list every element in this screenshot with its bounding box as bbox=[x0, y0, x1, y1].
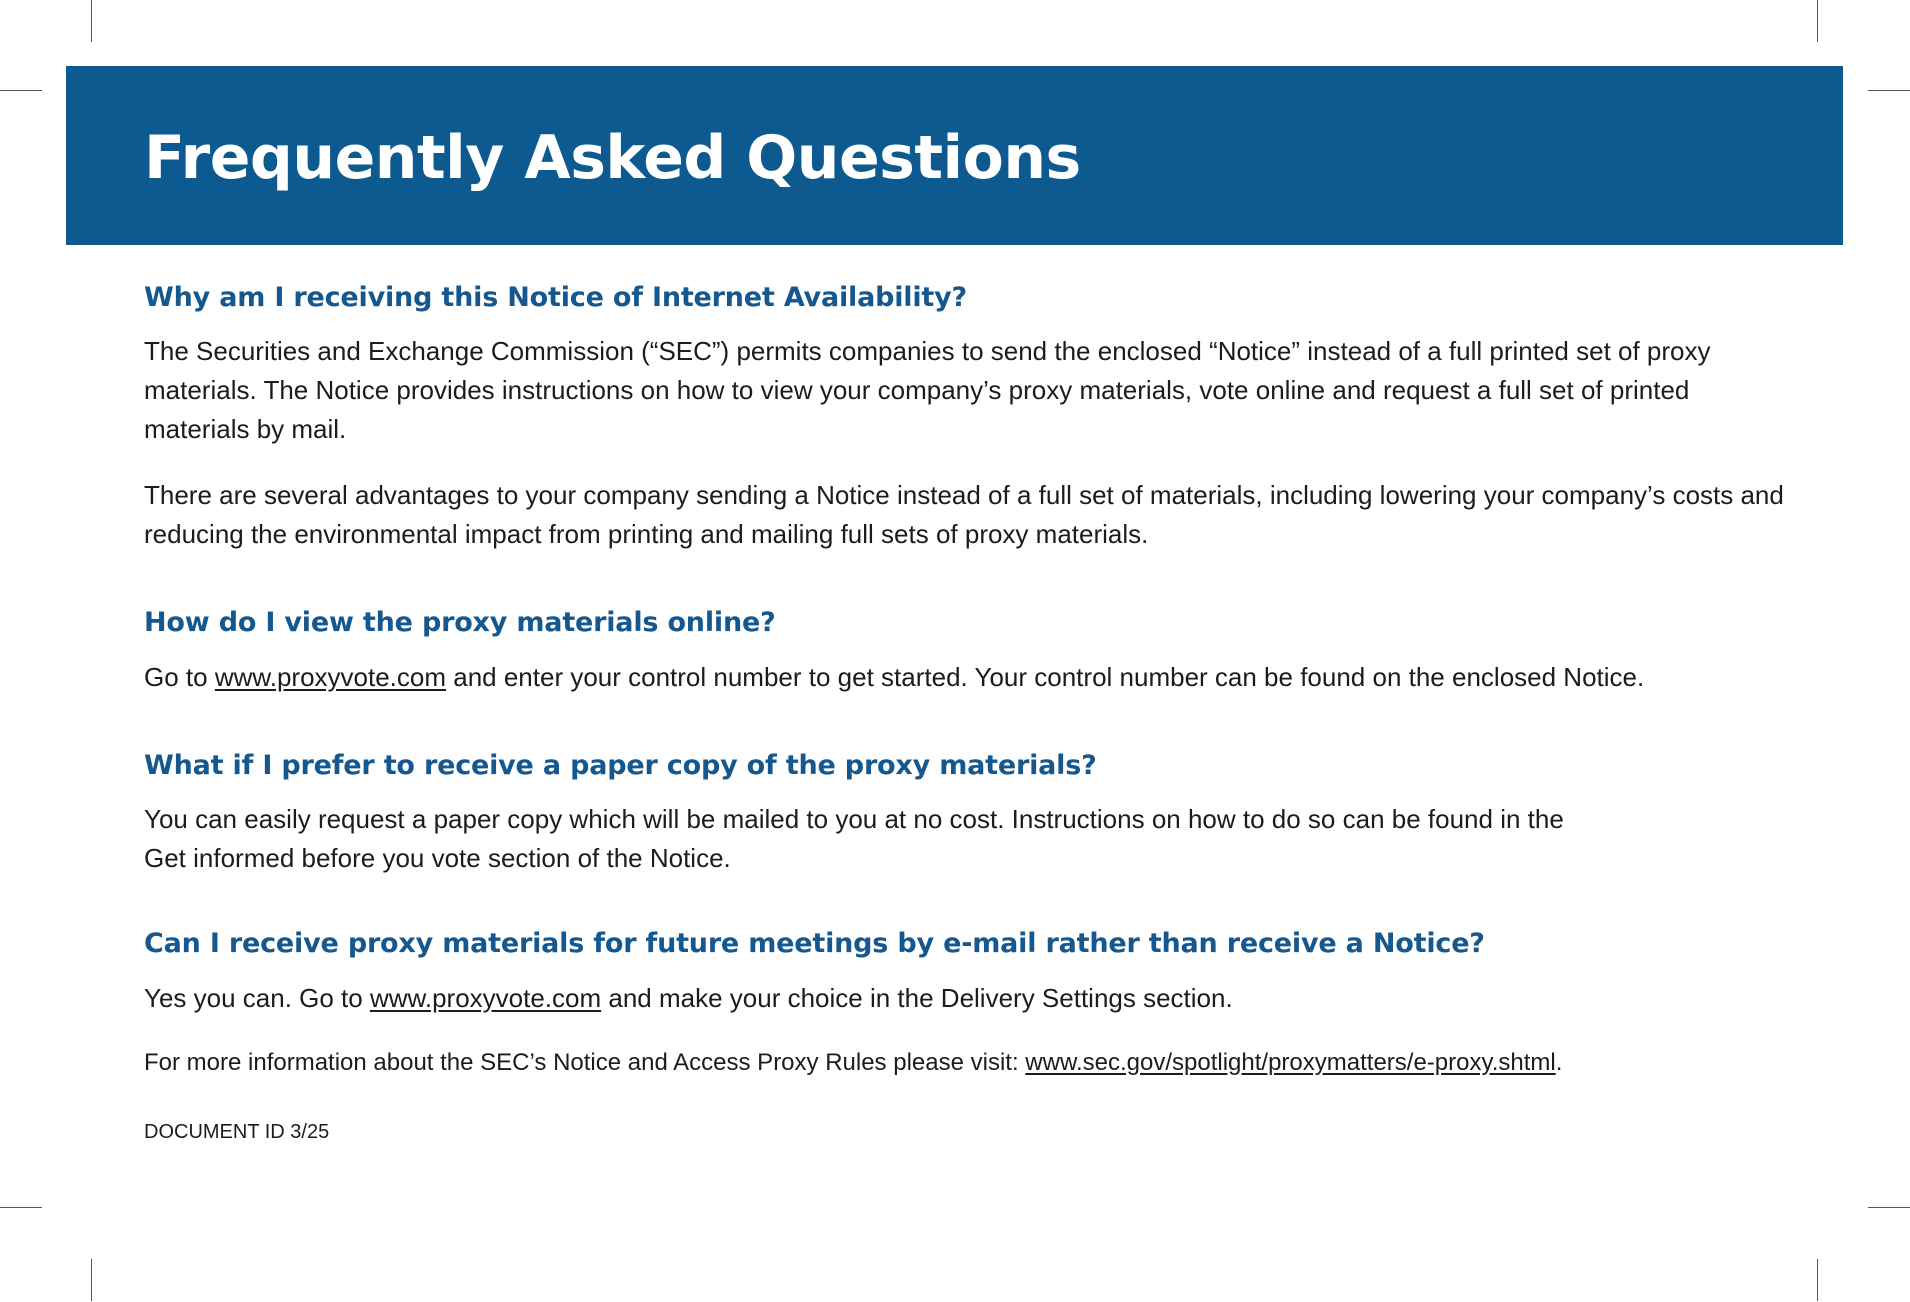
faq-item bbox=[144, 282, 1784, 554]
faq-item bbox=[144, 607, 1784, 696]
faq-answer bbox=[144, 800, 1784, 878]
crop-mark bbox=[0, 1207, 42, 1208]
crop-mark bbox=[1817, 0, 1818, 42]
proxyvote-link[interactable]: www.proxyvote.com bbox=[214, 661, 447, 692]
sec-eproxy-link[interactable]: www.sec.gov/spotlight/proxymatters/e-proxy.shtml bbox=[1025, 1048, 1556, 1076]
answer-text: and make your choice in the Delivery Settings section. bbox=[601, 982, 1233, 1013]
crop-mark bbox=[1868, 90, 1910, 91]
faq-question: Can I receive proxy materials for future meetings by e-mail rather than receive a Notice? bbox=[144, 928, 1485, 960]
faq-question: How do I view the proxy materials online? bbox=[144, 607, 776, 639]
faq-question: Why am I receiving this Notice of Internet Availability? bbox=[144, 282, 967, 313]
crop-mark bbox=[91, 1259, 92, 1301]
faq-answer: There are several advantages to your company sending a Notice instead of a full set of materials, including lowering your company’s costs and reducing the environmental impact from printing and mailing full sets of proxy materials. bbox=[144, 480, 1784, 550]
proxyvote-link[interactable]: www.proxyvote.com bbox=[369, 982, 602, 1013]
answer-text: Yes you can. Go to bbox=[144, 982, 370, 1013]
answer-text: You can easily request a paper copy which will be mailed to you at no cost. Instructions on how to do so can be found in the bbox=[144, 804, 1564, 835]
faq-content bbox=[144, 282, 1784, 1144]
answer-text: and enter your control number to get started. Your control number can be found on the enclosed Notice. bbox=[446, 661, 1645, 692]
crop-mark bbox=[91, 0, 92, 42]
more-info bbox=[144, 1045, 1784, 1081]
more-info-period: . bbox=[1555, 1048, 1563, 1076]
faq-item bbox=[144, 750, 1784, 878]
faq-question: What if I prefer to receive a paper copy of the proxy materials? bbox=[144, 749, 1097, 781]
crop-mark bbox=[0, 90, 42, 91]
faq-item bbox=[144, 928, 1784, 1017]
header-banner bbox=[66, 66, 1843, 245]
crop-mark bbox=[1817, 1259, 1818, 1301]
faq-answer bbox=[144, 979, 1784, 1018]
faq-answer bbox=[144, 658, 1784, 697]
more-info-text: For more information about the SEC’s Notice and Access Proxy Rules please visit: bbox=[144, 1048, 1026, 1076]
answer-text: Get informed before you vote section of the Notice. bbox=[144, 843, 731, 874]
faq-answer: The Securities and Exchange Commission (“SEC”) permits companies to send the enclosed “Notice” instead of a full printed set of proxy materials. The Notice provides instructions on how to view your company’s proxy materials, vote online and request a full set of printed materials by mail. bbox=[144, 336, 1711, 445]
document-id: DOCUMENT ID 3/25 bbox=[144, 1120, 330, 1143]
page-title: Frequently Asked Questions bbox=[144, 123, 1081, 193]
crop-mark bbox=[1868, 1207, 1910, 1208]
answer-text: Go to bbox=[144, 661, 215, 692]
